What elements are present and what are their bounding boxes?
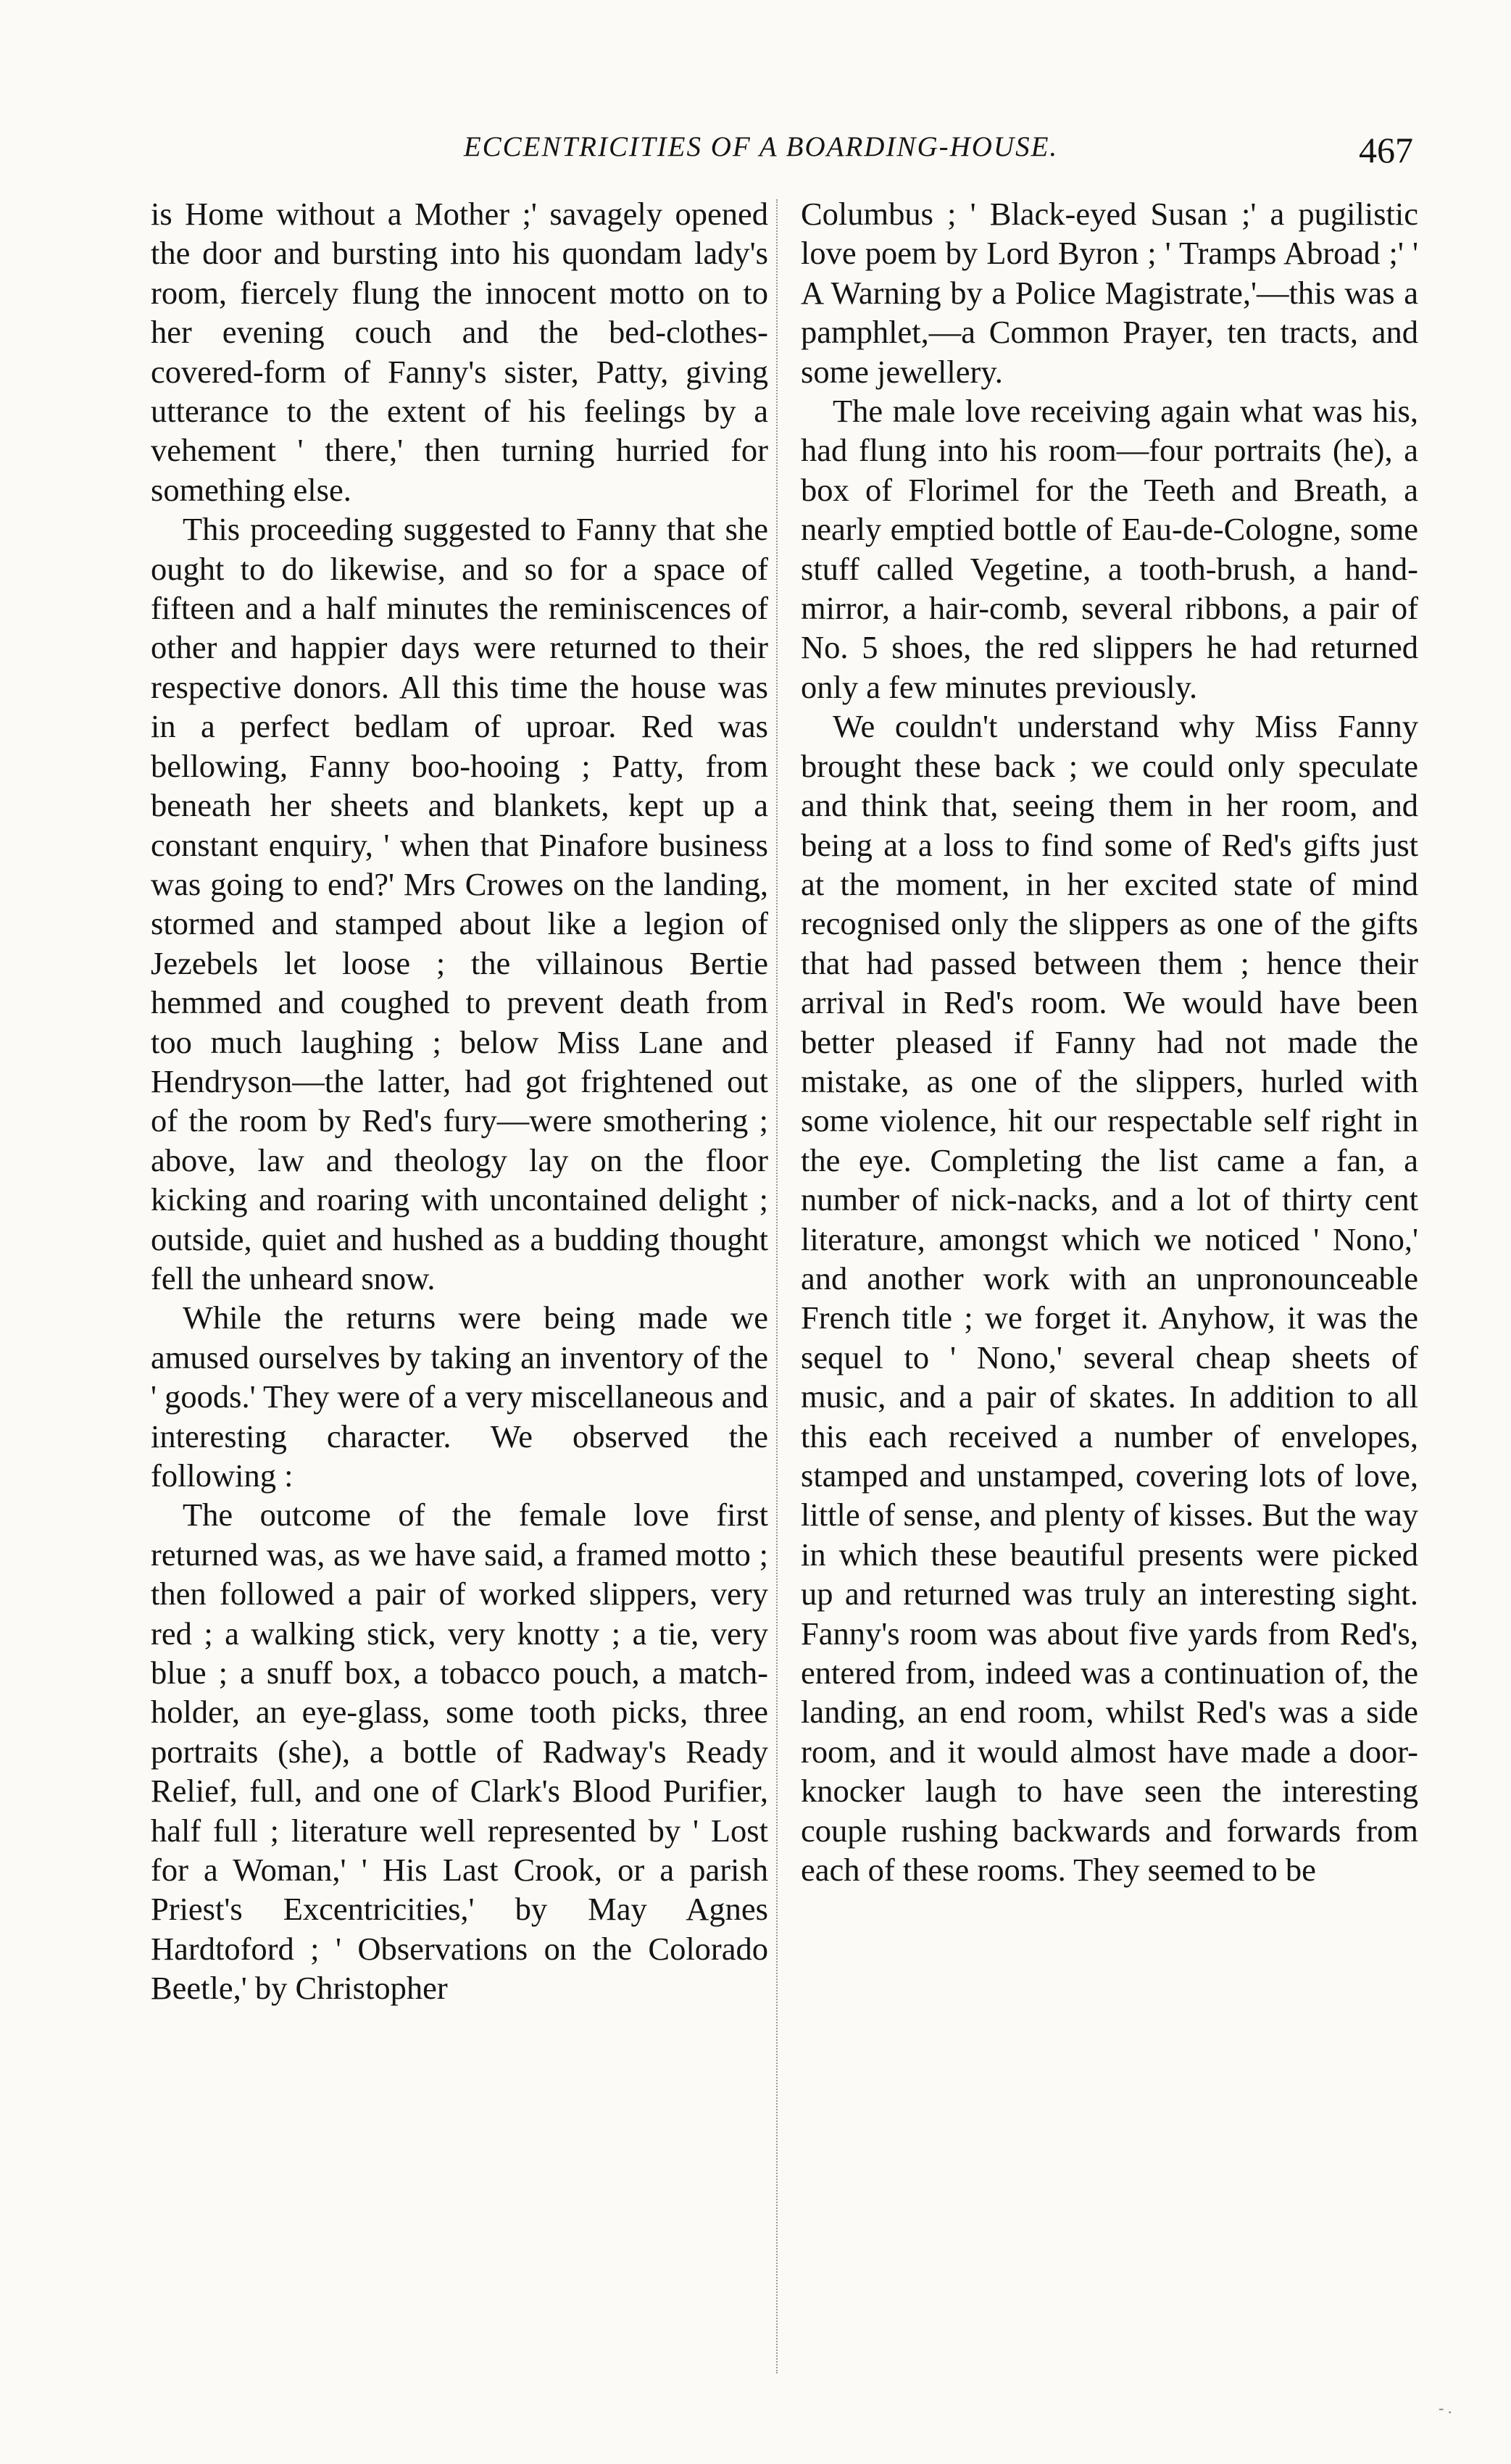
right-paragraph-3: We couldn't understand why Miss Fanny brought these back ; we could only speculate and think that, seeing them in her room, and being at a loss to find some of Red's gifts just at the moment, in her excited state of mind recognised only the slippers as one of the gifts that had passed between them ; hence their arrival in Red's room. We would have been better pleased if Fanny had not made the mistake, as one of the slippers, hurled with some violence, hit our respectable self right in the eye. Completing the list came a fan, a number of nick-nacks, and a lot of thirty cent literature, amongst which we noticed ' Nono,' and another work with an unpronounceable French title ; we forget it. Anyhow, it was the sequel to ' Nono,' several cheap sheets of music, and a pair of skates. In addition to all this each received a number of envelopes, stamped and unstamped, covering lots of love, little of sense, and plenty of kisses. But the way in which these beautiful presents were picked up and returned was truly an interesting sight. Fanny's room was about five yards from Red's, entered from, indeed was a continuation of, the landing, an end room, whilst Red's was a side room, and it would almost have made a door-knocker laugh to have seen the interesting couple rushing backwards and forwards from each of these rooms. They seemed to be xyxy=(801,708,1418,1889)
left-paragraph-1: is Home without a Mother ;' savagely opened the door and bursting into his quondam lady's room, fiercely flung the innocent motto on to her evening couch and the bed-clothes-covered-form of Fanny's sister, Patty, giving utterance to the extent of his feelings by a vehement ' there,' then turning hurried for something else. xyxy=(151,196,768,508)
left-paragraph-2: This proceeding suggested to Fanny that she ought to do likewise, and so for a space of fifteen and a half minutes the reminiscences of other and happier days were returned to their respective donors. All this time the house was in a perfect bedlam of uproar. Red was bellowing, Fanny boo-hooing ; Patty, from beneath her sheets and blankets, kept up a constant enquiry, ' when that Pinafore business was going to end?' Mrs Crowes on the landing, stormed and stamped about like a legion of Jezebels let loose ; the villainous Bertie hemmed and coughed to prevent death from too much laughing ; below Miss Lane and Hendryson—the latter, had got frightened out of the room by Red's fury—were smothering ; above, law and theology lay on the floor kicking and roaring with uncontained delight ; outside, quiet and hushed as a budding thought fell the unheard snow. xyxy=(151,511,768,1296)
page-number: 467 xyxy=(1359,130,1413,170)
right-paragraph-2: The male love receiving again what was his, had flung into his room—four portraits (he), a box of Florimel for the Teeth and Breath, a nearly emptied bottle of Eau-de-Cologne, some stuff called Vegetine, a tooth-brush, a hand-mirror, a hair-comb, several ribbons, a pair of No. 5 shoes, the red slippers he had returned only a few minutes previously. xyxy=(801,393,1418,705)
column-divider xyxy=(776,199,778,2373)
left-paragraph-4: The outcome of the female love first returned was, as we have said, a framed motto ; then followed a pair of worked slippers, very red ; a walking stick, very knotty ; a tie, very blue ; a snuff box, a tobacco pouch, a match-holder, an eye-glass, some tooth picks, three portraits (she), a bottle of Radway's Ready Relief, full, and one of Clark's Blood Purifier, half full ; literature well represented by ' Lost for a Woman,' ' His Last Crook, or a parish Priest's Excentricities,' by May Agnes Hardtoford ; ' Observations on the Colorado Beetle,' by Christopher xyxy=(151,1497,768,2007)
page-edge-mark: - . xyxy=(1439,2399,1452,2417)
left-paragraph-3: While the returns were being made we amused ourselves by taking an inventory of the ' goods.' They were of a very miscellaneous and interesting character. We observed the following : xyxy=(151,1299,768,1494)
left-column xyxy=(151,194,768,2008)
running-head: ECCENTRICITIES OF A BOARDING-HOUSE. xyxy=(463,131,1059,162)
right-paragraph-1: Columbus ; ' Black-eyed Susan ;' a pugilistic love poem by Lord Byron ; ' Tramps Abroad ;' ' A Warning by a Police Magistrate,'—this was a pamphlet,—a Common Prayer, ten tracts, and some jewellery. xyxy=(801,196,1418,390)
right-column xyxy=(801,194,1418,1889)
